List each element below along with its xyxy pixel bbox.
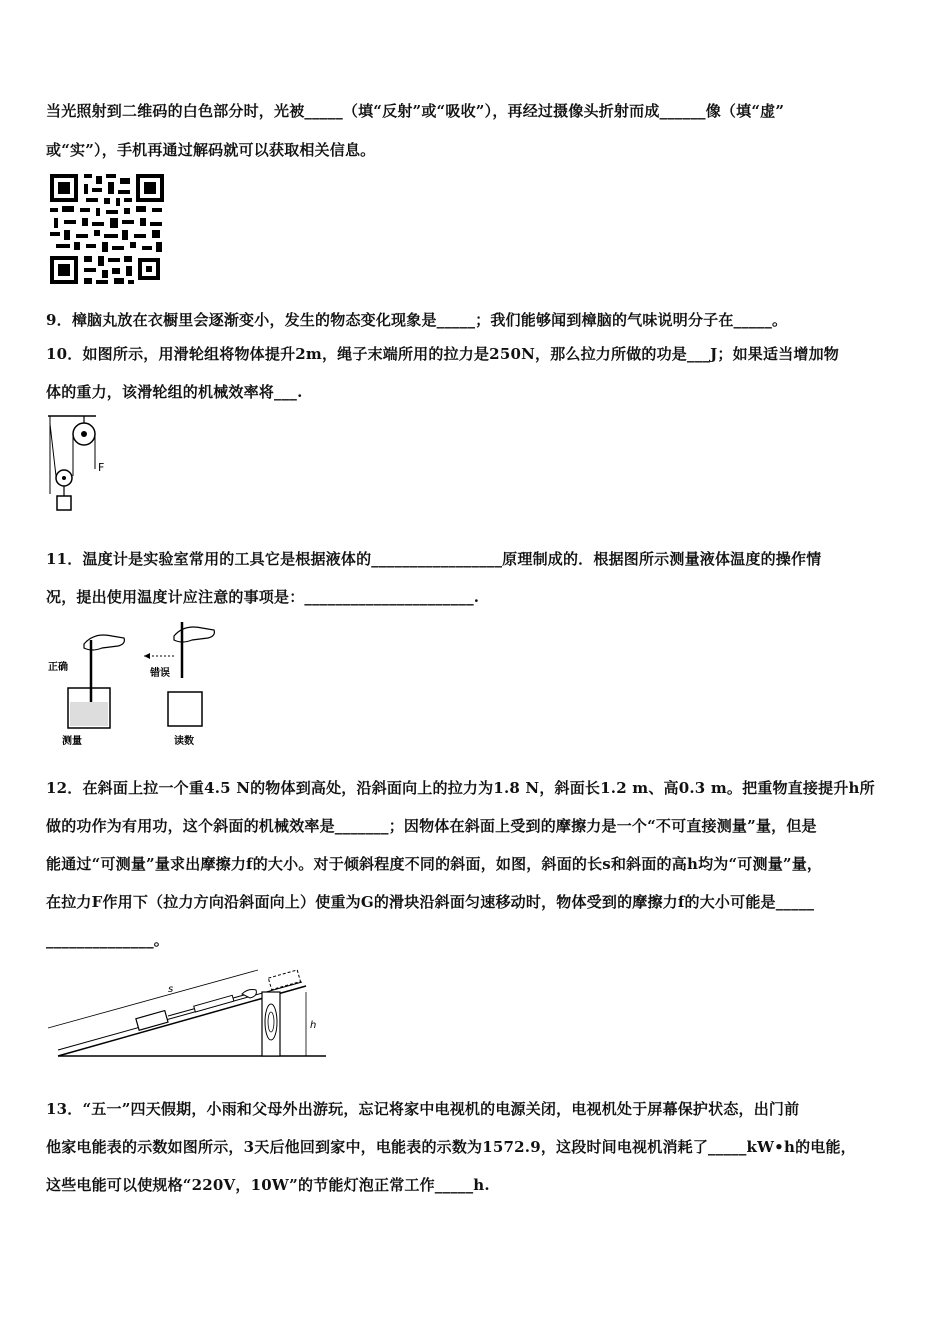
right-beaker [168,692,202,726]
q12-text-line-2: 做的功作为有用功，这个斜面的机械效率是_______；因物体在斜面上受到的摩擦力是一个“不可直接测量”量，但是 [46,817,817,835]
qr-finder-bottom-left [50,256,78,284]
q12-text-line-1: 12．在斜面上拉一个重4.5 N的物体到高处，沿斜面向上的拉力为1.8 N，斜面长1.2 m、高0.3 m。把重物直接提升h所 [46,779,875,797]
load-block [57,496,71,510]
q8-text-line-1: 当光照射到二维码的白色部分时，光被_____（填“反射”或“吸收”），再经过摄像头折射而成______像（填“虚” [46,102,785,120]
label-wrong: 错误 [150,668,170,679]
q10-text-line-2: 体的重力，该滑轮组的机械效率将___. [46,383,303,401]
qr-code-image [48,172,166,286]
label-read: 读数 [174,736,194,747]
qr-finder-top-right [136,174,164,202]
thermometer-diagram [46,618,226,748]
q13-text-line-1: 13．“五一”四天假期，小雨和父母外出游玩，忘记将家中电视机的电源关闭，电视机处于屏幕保护状态，出门前 [46,1100,800,1118]
q12-text-line-5: ______________。 [46,931,170,949]
label-correct: 正确 [48,662,68,673]
q12-text-line-4: 在拉力F作用下（拉力方向沿斜面向上）使重为G的滑块沿斜面匀速移动时，物体受到的摩擦力f的大小可能是_____ [46,893,815,911]
label-measure: 测量 [62,736,82,747]
right-hand [174,627,214,642]
label-h: h [310,1020,317,1031]
label-s: s [168,984,174,995]
pulley-diagram [46,414,116,514]
spring-scale [194,995,234,1012]
wrong-read-panel [144,622,214,747]
qr-finder-top-left [50,174,78,202]
q8-text-line-2: 或“实”），手机再通过解码就可以获取相关信息。 [46,141,376,159]
q12-text-line-3: 能通过“可测量”量求出摩擦力f的大小。对于倾斜程度不同的斜面，如图，斜面的长s和斜面的高h均为“可测量”量， [46,855,823,873]
incline-diagram [44,962,329,1062]
pulling-hand [242,990,256,999]
correct-measure-panel [48,635,124,747]
q11-text-line-1: 11．温度计是实验室常用的工具它是根据液体的_________________原理制成的．根据图所示测量液体温度的操作情 [46,550,822,568]
slider-block [136,1011,168,1031]
q13-text-line-3: 这些电能可以使规格“220V，10W”的节能灯泡正常工作_____h. [46,1176,490,1194]
q11-text-line-2: 况，提出使用温度计应注意的事项是：______________________. [46,588,480,606]
q9-text-line-1: 9．樟脑丸放在衣橱里会逐渐变小，发生的物态变化现象是_____；我们能够闻到樟脑的气味说明分子在_____。 [46,311,788,329]
force-label: F [98,461,105,474]
qr-finder-bottom-right [138,258,160,280]
q13-text-line-2: 他家电能表的示数如图所示，3天后他回到家中，电能表的示数为1572.9，这段时间电视机消耗了_____kW•h的电能， [46,1138,856,1156]
q10-text-line-1: 10．如图所示，用滑轮组将物体提升2m，绳子末端所用的拉力是250N，那么拉力所做的功是___J；如果适当增加物 [46,345,840,363]
